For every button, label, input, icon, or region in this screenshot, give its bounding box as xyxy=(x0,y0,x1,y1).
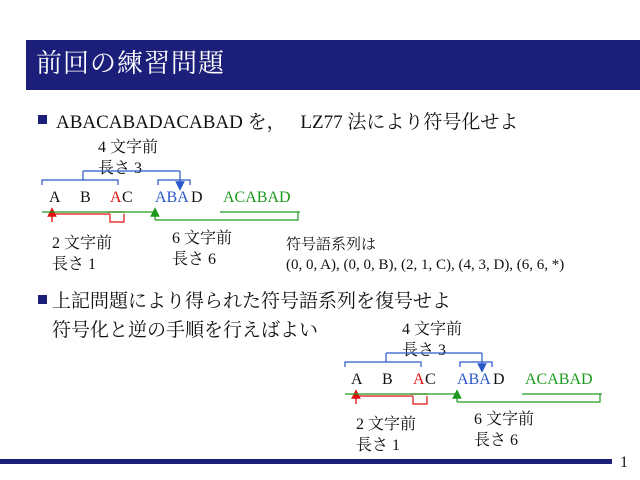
ex2-top-label-1: 4 文字前 xyxy=(402,321,463,338)
ex1-char-a-match: A xyxy=(110,189,122,206)
bullet2-line2: 符号化と逆の手順を行えばよい xyxy=(52,319,319,341)
bullet2-line1: 上記問題により得られた符号語系列を復号せよ xyxy=(52,290,452,312)
ex1-char-d: D xyxy=(191,189,203,206)
ex1-char-c: C xyxy=(122,189,133,206)
ex1-red-label-2: 長さ 1 xyxy=(52,256,97,273)
codeword-heading: 符号語系列は xyxy=(286,237,377,253)
bullet1-suffix: LZ77 法により符号化せよ xyxy=(300,112,519,133)
ex2-char-a-match: A xyxy=(413,371,425,388)
ex1-blue-bracket xyxy=(42,171,190,186)
ex1-top-label-1: 4 文字前 xyxy=(98,139,159,156)
ex2-top-label-2: 長さ 3 xyxy=(402,342,447,359)
ex2-red-label-1: 2 文字前 xyxy=(356,416,417,433)
bullet1-prefix: ABACABADACABAD を， xyxy=(56,112,286,133)
ex1-seq-aba: ABA xyxy=(155,189,189,206)
ex1-green-bracket xyxy=(42,212,300,220)
ex2-red-bracket xyxy=(356,394,428,404)
ex1-char-b: B xyxy=(80,189,91,206)
ex1-top-label-2: 長さ 3 xyxy=(98,160,143,177)
slide-title: 前回の練習問題 xyxy=(36,49,226,79)
ex2-char-a: A xyxy=(351,371,363,388)
ex2-char-b: B xyxy=(382,371,393,388)
footer-rule xyxy=(0,459,612,464)
codeword-sequence: (0, 0, A), (0, 0, B), (2, 1, C), (4, 3, D), (6, 6, *) xyxy=(286,257,565,273)
ex1-seq-acabad: ACABAD xyxy=(223,189,291,206)
page-number: 1 xyxy=(620,454,628,471)
ex2-blue-bracket xyxy=(345,353,492,368)
ex2-char-d: D xyxy=(493,371,505,388)
ex1-red-label-1: 2 文字前 xyxy=(52,235,113,252)
ex2-char-c: C xyxy=(425,371,436,388)
ex2-seq-aba: ABA xyxy=(457,371,491,388)
ex1-green-label-2: 長さ 6 xyxy=(172,251,217,268)
ex2-red-label-2: 長さ 1 xyxy=(356,437,401,454)
ex2-seq-acabad: ACABAD xyxy=(525,371,593,388)
ex2-green-label-2: 長さ 6 xyxy=(474,432,519,449)
ex1-green-label-1: 6 文字前 xyxy=(172,230,233,247)
ex2-green-label-1: 6 文字前 xyxy=(474,411,535,428)
ex2-green-bracket xyxy=(345,394,602,402)
ex1-char-a: A xyxy=(49,189,61,206)
ex1-red-bracket xyxy=(52,212,125,222)
